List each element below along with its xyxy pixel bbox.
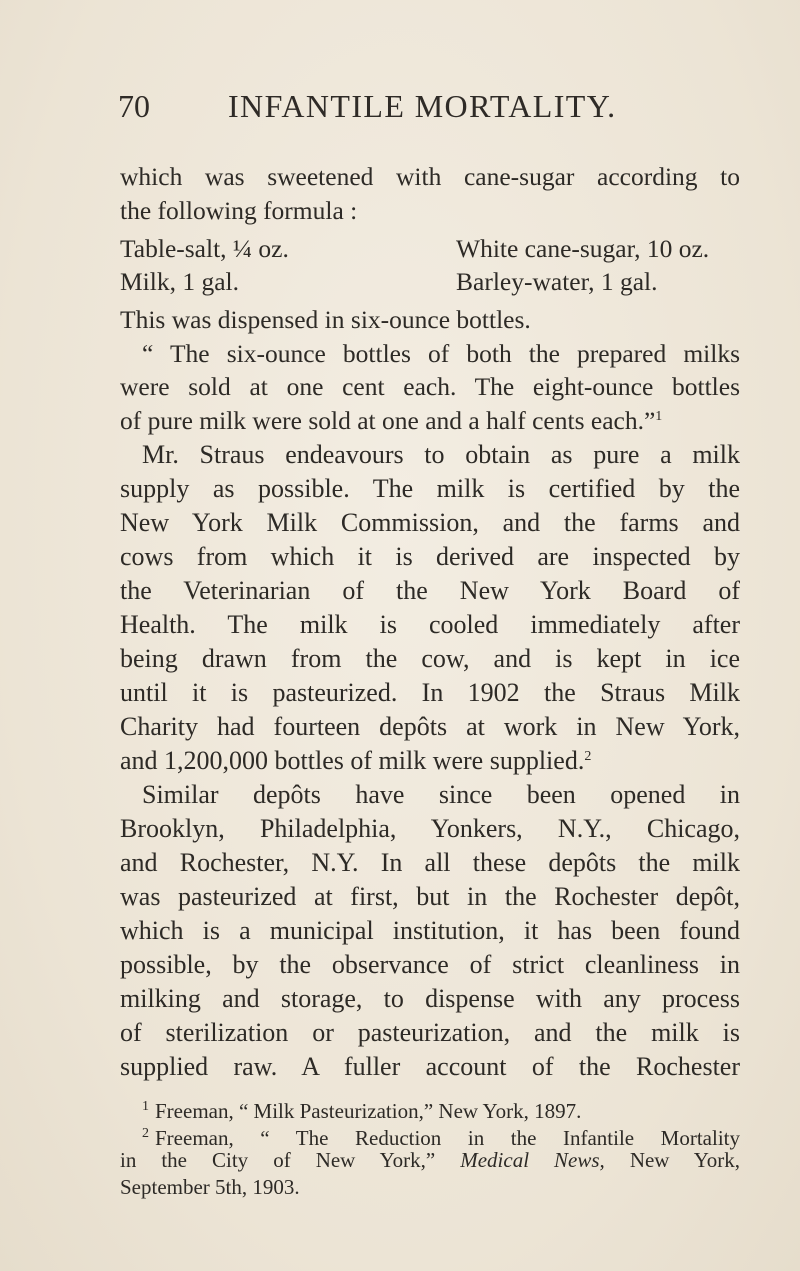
text-line: of sterilization or pasteurization, and the milk is: [120, 1018, 740, 1047]
text-line: [120, 404, 740, 438]
text-line: Similar depôts have since been opened in: [142, 780, 740, 809]
running-head: INFANTILE MORTALITY.: [228, 88, 617, 124]
footnote-number: 1: [142, 1099, 149, 1114]
formula-ingredient: Barley-water, 1 gal.: [456, 267, 658, 296]
footnote-text: in the City of New York,”: [120, 1148, 436, 1172]
footnote-text: New York,: [629, 1148, 741, 1172]
page-header: [118, 88, 718, 136]
footnote-2-continued: [120, 1147, 740, 1174]
text-line: Brooklyn, Philadelphia, Yonkers, N.Y., Chicago,: [120, 814, 740, 843]
text-line: supplied raw. A fuller account of the Rochester: [120, 1052, 740, 1081]
text-line: which is a municipal institution, it has been found: [120, 916, 740, 945]
text-line: Health. The milk is cooled immediately after: [120, 610, 740, 639]
text-line: New York Milk Commission, and the farms and: [120, 508, 740, 537]
formula: [120, 232, 740, 298]
formula-row: [120, 265, 740, 298]
text-line: the following formula :: [120, 195, 358, 225]
footnote-text: Freeman, “ The Reduction in the Infantile Mortality: [155, 1125, 740, 1150]
text-line: [120, 744, 740, 778]
formula-ingredient: Table-salt, ¼ oz.: [120, 234, 289, 263]
text-line: the Veterinarian of the New York Board of: [120, 576, 740, 605]
main-paragraph: [120, 438, 740, 1084]
text-line: Mr. Straus endeavours to obtain as pure a milk: [142, 440, 740, 469]
intro-paragraph: [120, 160, 740, 227]
text-line: milking and storage, to dispense with any process: [120, 984, 740, 1013]
footnote-2: [120, 1121, 740, 1148]
text-line: was pasteurized at first, but in the Rochester depôt,: [120, 882, 740, 911]
text-line: possible, by the observance of strict cleanliness in: [120, 950, 740, 979]
footnote-text: Freeman, “ Milk Pasteurization,” New York, 1897.: [155, 1099, 582, 1123]
text-line: and Rochester, N.Y. In all these depôts the milk: [120, 848, 740, 877]
journal-title: Medical News,: [460, 1148, 605, 1172]
formula-ingredient: White cane-sugar, 10 oz.: [456, 234, 710, 263]
text-line: until it is pasteurized. In 1902 the Straus Milk: [120, 678, 740, 707]
page-number: 70: [118, 88, 150, 124]
footnote-mark: 1: [655, 408, 663, 424]
text-line: Charity had fourteen depôts at work in New York,: [120, 712, 740, 741]
footnote-2-end: September 5th, 1903.: [120, 1174, 300, 1199]
formula-row: [120, 232, 740, 265]
text-line: being drawn from the cow, and is kept in ice: [120, 644, 740, 673]
text-line-content: of pure milk were sold at one and a half cents each.”: [120, 405, 656, 435]
footnotes: [120, 1094, 740, 1200]
formula-ingredient: Milk, 1 gal.: [120, 267, 239, 296]
footnote-number: 2: [142, 1125, 149, 1141]
footnote-mark: 2: [584, 749, 592, 764]
quote-paragraph: [120, 303, 740, 437]
text-line-content: and 1,200,000 bottles of milk were supplied.: [120, 746, 585, 775]
text-line: “ The six-ounce bottles of both the prepared milks: [142, 338, 740, 368]
footnote-1: [120, 1094, 740, 1121]
text-line: supply as possible. The milk is certified by the: [120, 474, 740, 503]
text-line: cows from which it is derived are inspected by: [120, 542, 740, 571]
text-line: which was sweetened with cane-sugar according to: [120, 162, 740, 191]
text-line: This was dispensed in six-ounce bottles.: [120, 305, 531, 334]
text-line: were sold at one cent each. The eight-ounce bottles: [120, 372, 740, 401]
